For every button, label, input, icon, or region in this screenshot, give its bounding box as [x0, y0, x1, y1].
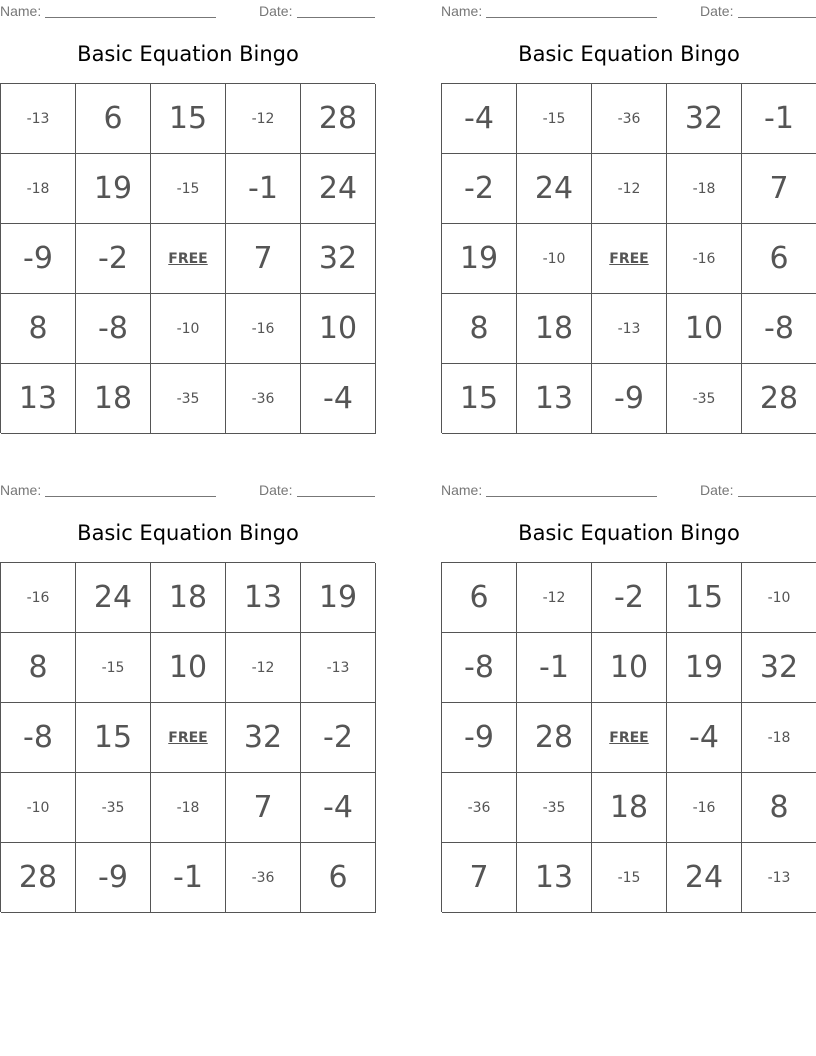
bingo-cell[interactable]: -8: [76, 294, 151, 364]
bingo-cell[interactable]: -1: [742, 84, 816, 154]
bingo-cell[interactable]: 10: [151, 633, 226, 703]
bingo-cell[interactable]: -9: [76, 843, 151, 913]
card-header: [0, 3, 376, 19]
bingo-cell[interactable]: -9: [592, 364, 667, 434]
bingo-cell[interactable]: 24: [667, 843, 742, 913]
name-label: Name:: [0, 482, 42, 498]
bingo-cell[interactable]: 15: [667, 563, 742, 633]
date-field-line[interactable]: [297, 17, 375, 18]
bingo-cell[interactable]: -36: [226, 843, 301, 913]
name-field-line[interactable]: [45, 17, 216, 18]
bingo-cell[interactable]: 6: [442, 563, 517, 633]
bingo-cell[interactable]: -18: [667, 154, 742, 224]
date-label: Date:: [700, 482, 734, 498]
bingo-cell[interactable]: -10: [517, 224, 592, 294]
bingo-cell[interactable]: 7: [226, 224, 301, 294]
bingo-cell[interactable]: 24: [76, 563, 151, 633]
bingo-grid: [441, 83, 816, 433]
bingo-cell[interactable]: 19: [76, 154, 151, 224]
bingo-cell[interactable]: -1: [226, 154, 301, 224]
name-label: Name:: [441, 482, 483, 498]
bingo-cell[interactable]: 13: [1, 364, 76, 434]
bingo-cell[interactable]: -18: [742, 703, 816, 773]
bingo-cell[interactable]: -35: [76, 773, 151, 843]
bingo-cell[interactable]: -13: [1, 84, 76, 154]
bingo-cell[interactable]: -4: [301, 773, 376, 843]
bingo-cell[interactable]: 8: [1, 294, 76, 364]
bingo-cell[interactable]: 24: [517, 154, 592, 224]
card-title: Basic Equation Bingo: [518, 521, 740, 545]
bingo-cell[interactable]: 10: [592, 633, 667, 703]
bingo-cell[interactable]: -36: [592, 84, 667, 154]
bingo-grid: [441, 562, 816, 912]
bingo-cell[interactable]: -35: [517, 773, 592, 843]
bingo-cell[interactable]: -12: [226, 84, 301, 154]
bingo-cell[interactable]: -18: [1, 154, 76, 224]
bingo-cell[interactable]: 10: [667, 294, 742, 364]
bingo-cell[interactable]: -16: [667, 224, 742, 294]
bingo-cell[interactable]: -10: [1, 773, 76, 843]
name-label: Name:: [0, 3, 42, 19]
bingo-cell[interactable]: -15: [517, 84, 592, 154]
name-field-line[interactable]: [486, 496, 657, 497]
bingo-cell[interactable]: 8: [442, 294, 517, 364]
bingo-cell[interactable]: 32: [667, 84, 742, 154]
bingo-cell[interactable]: -35: [151, 364, 226, 434]
bingo-cell[interactable]: -2: [592, 563, 667, 633]
bingo-cell[interactable]: 18: [592, 773, 667, 843]
bingo-cell[interactable]: -16: [226, 294, 301, 364]
bingo-card-4: [441, 479, 816, 919]
bingo-cell[interactable]: -9: [442, 703, 517, 773]
bingo-cell[interactable]: -1: [151, 843, 226, 913]
bingo-cell[interactable]: 15: [442, 364, 517, 434]
bingo-cell[interactable]: -12: [517, 563, 592, 633]
bingo-cell[interactable]: 7: [226, 773, 301, 843]
bingo-cell[interactable]: -18: [151, 773, 226, 843]
bingo-cell[interactable]: 19: [667, 633, 742, 703]
card-header: [441, 3, 816, 19]
bingo-cell[interactable]: -13: [592, 294, 667, 364]
bingo-cell[interactable]: 32: [226, 703, 301, 773]
free-space-cell[interactable]: FREE: [592, 224, 667, 294]
bingo-card-2: [441, 0, 816, 440]
bingo-cell[interactable]: 6: [301, 843, 376, 913]
bingo-cell[interactable]: 28: [517, 703, 592, 773]
bingo-grid: [0, 83, 375, 433]
date-label: Date:: [700, 3, 734, 19]
bingo-cell[interactable]: -10: [151, 294, 226, 364]
name-field-line[interactable]: [486, 17, 657, 18]
free-space-cell[interactable]: FREE: [592, 703, 667, 773]
bingo-card-3: [0, 479, 376, 919]
name-field-line[interactable]: [45, 496, 216, 497]
bingo-cell[interactable]: -16: [667, 773, 742, 843]
bingo-cell[interactable]: -4: [442, 84, 517, 154]
bingo-cell[interactable]: -36: [442, 773, 517, 843]
bingo-cell[interactable]: 15: [76, 703, 151, 773]
bingo-cell[interactable]: -15: [76, 633, 151, 703]
card-title: Basic Equation Bingo: [77, 42, 299, 66]
bingo-cell[interactable]: 32: [742, 633, 816, 703]
date-field-line[interactable]: [738, 496, 816, 497]
bingo-cell[interactable]: 18: [76, 364, 151, 434]
bingo-cell[interactable]: 28: [742, 364, 816, 434]
bingo-cell[interactable]: 24: [301, 154, 376, 224]
date-field-line[interactable]: [738, 17, 816, 18]
bingo-cell[interactable]: 28: [301, 84, 376, 154]
bingo-cell[interactable]: 32: [301, 224, 376, 294]
bingo-cell[interactable]: 13: [517, 364, 592, 434]
name-label: Name:: [441, 3, 483, 19]
bingo-cell[interactable]: -15: [151, 154, 226, 224]
card-header: [0, 482, 376, 498]
bingo-cell[interactable]: -2: [301, 703, 376, 773]
bingo-cell[interactable]: 8: [1, 633, 76, 703]
bingo-cell[interactable]: -35: [667, 364, 742, 434]
bingo-cell[interactable]: -10: [742, 563, 816, 633]
date-field-line[interactable]: [297, 496, 375, 497]
bingo-cell[interactable]: 13: [517, 843, 592, 913]
bingo-cell[interactable]: 19: [442, 224, 517, 294]
bingo-cell[interactable]: 28: [1, 843, 76, 913]
free-space-cell[interactable]: FREE: [151, 703, 226, 773]
bingo-cell[interactable]: 7: [442, 843, 517, 913]
bingo-cell[interactable]: -8: [1, 703, 76, 773]
date-label: Date:: [259, 482, 293, 498]
bingo-cell[interactable]: -12: [592, 154, 667, 224]
bingo-cell[interactable]: -2: [442, 154, 517, 224]
bingo-cell[interactable]: -36: [226, 364, 301, 434]
bingo-cell[interactable]: -13: [742, 843, 816, 913]
bingo-cell[interactable]: 8: [742, 773, 816, 843]
bingo-cell[interactable]: 15: [151, 84, 226, 154]
bingo-cell[interactable]: -8: [742, 294, 816, 364]
bingo-grid: [0, 562, 375, 912]
bingo-cell[interactable]: -16: [1, 563, 76, 633]
bingo-cell[interactable]: -13: [301, 633, 376, 703]
bingo-cell[interactable]: 19: [301, 563, 376, 633]
bingo-cell[interactable]: 18: [151, 563, 226, 633]
bingo-cell[interactable]: -1: [517, 633, 592, 703]
bingo-cell[interactable]: 6: [76, 84, 151, 154]
bingo-cell[interactable]: 10: [301, 294, 376, 364]
card-title: Basic Equation Bingo: [518, 42, 740, 66]
bingo-cell[interactable]: 7: [742, 154, 816, 224]
bingo-cell[interactable]: -12: [226, 633, 301, 703]
bingo-cell[interactable]: -2: [76, 224, 151, 294]
bingo-cell[interactable]: 13: [226, 563, 301, 633]
bingo-cell[interactable]: -4: [667, 703, 742, 773]
bingo-cell[interactable]: 18: [517, 294, 592, 364]
bingo-card-1: [0, 0, 376, 440]
bingo-cell[interactable]: -9: [1, 224, 76, 294]
card-title: Basic Equation Bingo: [77, 521, 299, 545]
date-label: Date:: [259, 3, 293, 19]
bingo-cell[interactable]: -4: [301, 364, 376, 434]
bingo-cell[interactable]: -15: [592, 843, 667, 913]
card-header: [441, 482, 816, 498]
free-space-cell[interactable]: FREE: [151, 224, 226, 294]
bingo-cell[interactable]: 6: [742, 224, 816, 294]
bingo-cell[interactable]: -8: [442, 633, 517, 703]
